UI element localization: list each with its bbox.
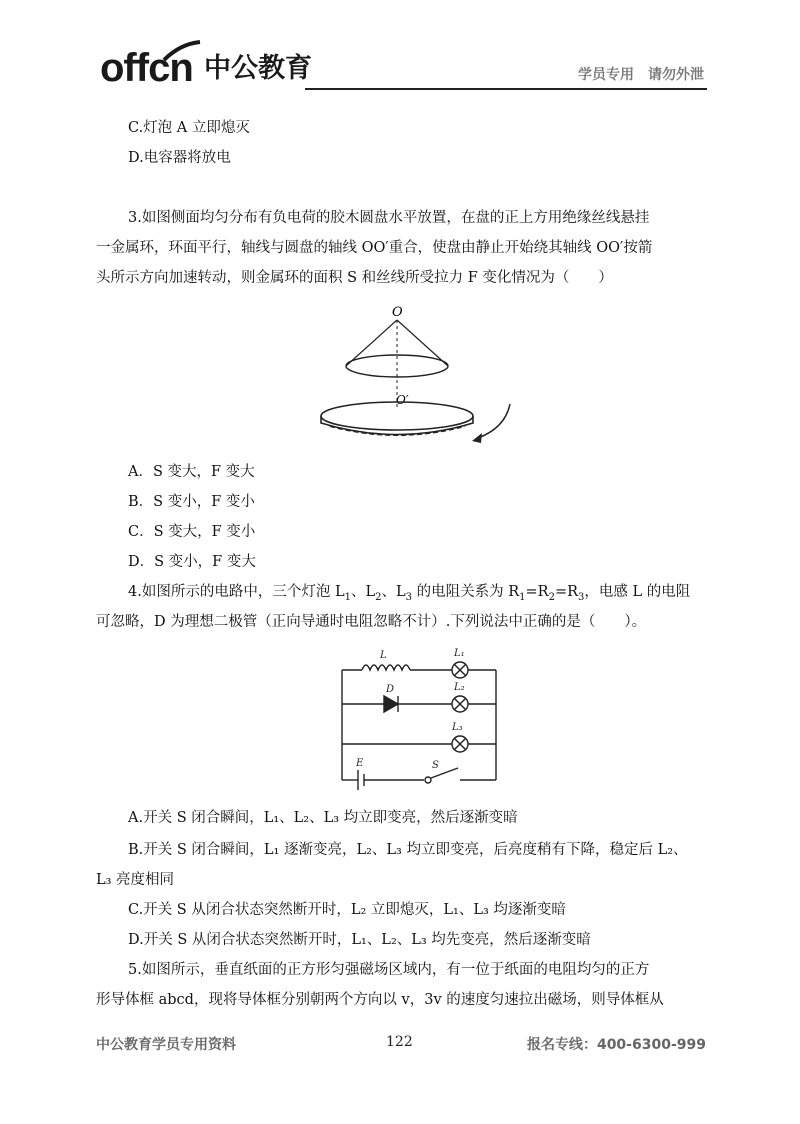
q3-option-b: B．S 变小，F 变小 [128, 494, 255, 510]
header-notice: 学员专用 请勿外泄 [578, 67, 704, 83]
logo-chinese: 中公教育 [204, 53, 312, 84]
footer-left: 中公教育学员专用资料 [96, 1037, 236, 1053]
footer-hotline: 报名专线：400-6300-999 [526, 1037, 706, 1053]
label-o-prime: O′ [396, 393, 409, 407]
label-battery: E [356, 758, 364, 769]
q5-stem-line2: 形导体框 abcd，现将导体框分别朝两个方向以 v，3v 的速度匀速拉出磁场，则导体框从 [96, 992, 664, 1008]
logo-swoosh-icon [162, 40, 202, 62]
label-l2: L₂ [454, 682, 465, 693]
q4-stem-line1: 4.如图所示的电路中，三个灯泡 $L_1$、$L_2$、$L_3$ 的电阻关系为 $R_1=R_2=R_3$，电感 L 的电阻 [128, 584, 691, 603]
q3-disk-ring-figure [300, 296, 530, 454]
q5-stem-line1: 5.如图所示，垂直纸面的正方形匀强磁场区域内，有一位于纸面的电阻均匀的正方 [128, 962, 650, 978]
q4-stem-line2: 可忽略，D 为理想二极管（正向导通时电阻忽略不计）.下列说法中正确的是（ ）。 [96, 614, 647, 630]
q2-option-d: D.电容器将放电 [128, 150, 231, 166]
q2-option-c: C.灯泡 A 立即熄灭 [128, 120, 250, 136]
label-l1: L₁ [454, 648, 465, 659]
q4-option-b-line2: L₃ 亮度相同 [96, 872, 175, 888]
q4-option-d: D.开关 S 从闭合状态突然断开时，L₁、L₂、L₃ 均先变亮，然后逐渐变暗 [128, 932, 591, 948]
q3-option-c: C．S 变大，F 变小 [128, 524, 256, 540]
q4-option-c: C.开关 S 从闭合状态突然断开时，L₂ 立即熄灭，L₁、L₃ 均逐渐变暗 [128, 902, 566, 918]
q4-circuit-diagram [336, 642, 506, 790]
q3-option-d: D．S 变小，F 变大 [128, 554, 256, 570]
label-l3: L₃ [452, 722, 463, 733]
label-o: O [392, 305, 403, 320]
label-switch: S [432, 760, 439, 771]
q3-option-a: A．S 变大，F 变大 [128, 464, 255, 480]
q4-option-b-line1: B.开关 S 闭合瞬间，L₁ 逐渐变亮，L₂、L₃ 均立即变亮，后亮度稍有下降，稳定后 L₂、 [128, 842, 688, 858]
q3-stem-line3: 头所示方向加速转动，则金属环的面积 S 和丝线所受拉力 F 变化情况为（ ） [96, 270, 613, 286]
label-diode: D [386, 684, 395, 695]
q3-stem-line2: 一金属环，环面平行，轴线与圆盘的轴线 OO′重合，使盘由静止开始绕其轴线 OO′按箭 [96, 240, 653, 256]
label-inductor: L [380, 650, 387, 661]
page-number: 122 [386, 1034, 413, 1050]
q3-stem-line1: 3.如图侧面均匀分布有负电荷的胶木圆盘水平放置，在盘的正上方用绝缘丝线悬挂 [128, 210, 650, 226]
q4-option-a: A.开关 S 闭合瞬间，L₁、L₂、L₃ 均立即变亮，然后逐渐变暗 [128, 810, 518, 826]
header-divider [305, 88, 707, 90]
logo-latin: offcn [100, 46, 193, 90]
